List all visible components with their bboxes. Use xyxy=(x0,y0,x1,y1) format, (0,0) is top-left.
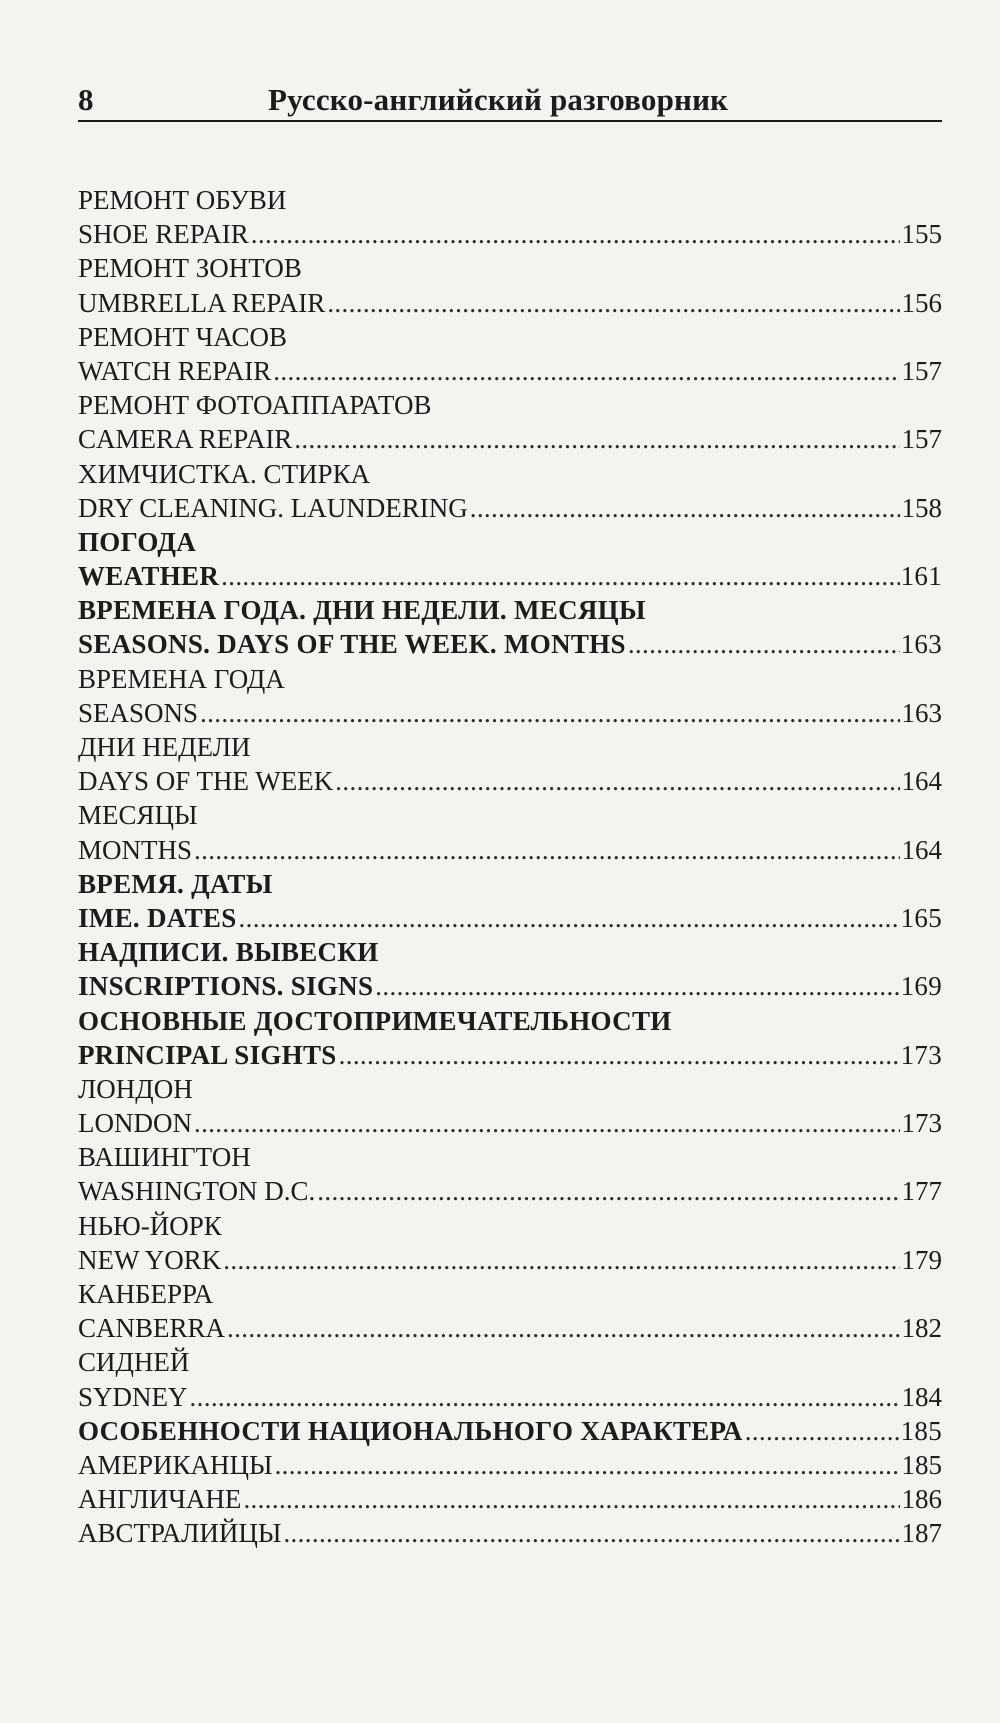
toc-entry-title: СИДНЕЙ xyxy=(78,1347,190,1378)
toc-entry xyxy=(78,696,942,730)
toc-entry xyxy=(78,798,942,832)
toc-entry xyxy=(78,1414,942,1448)
toc-entry-title: CANBERRA xyxy=(78,1313,226,1344)
dot-leader xyxy=(241,1482,900,1516)
toc-entry-page: 173 xyxy=(901,1108,942,1139)
toc-entry xyxy=(78,764,942,798)
toc-entry-page: 163 xyxy=(900,629,942,660)
toc-entry-title: LONDON xyxy=(78,1108,192,1139)
toc-entry-title: ОСОБЕННОСТИ НАЦИОНАЛЬНОГО ХАРАКТЕРА xyxy=(78,1415,743,1446)
toc-entry-title: SEASONS xyxy=(78,697,199,728)
toc-entry-title: МЕСЯЦЫ xyxy=(78,800,198,831)
toc-entry-title: ВРЕМЯ. ДАТЫ xyxy=(78,868,273,899)
toc-entry xyxy=(78,388,942,422)
toc-entry xyxy=(78,627,942,661)
toc-entry-title: РЕМОНТ ОБУВИ xyxy=(78,185,287,215)
toc-entry-title: CAMERA REPAIR xyxy=(78,424,293,455)
dot-leader xyxy=(273,1448,900,1482)
toc-entry-title: UMBRELLA REPAIR xyxy=(78,287,326,318)
toc-entry xyxy=(78,1072,942,1106)
dot-leader xyxy=(333,764,900,798)
toc-entry-title: SYDNEY xyxy=(78,1381,188,1412)
toc-entry-title: IME. DATES xyxy=(78,902,237,933)
toc-entry xyxy=(78,593,942,627)
book-page xyxy=(78,0,942,1723)
toc-entry-title: SHOE REPAIR xyxy=(78,219,249,250)
toc-entry-title: АНГЛИЧАНЕ xyxy=(78,1484,242,1515)
toc-entry-page: 169 xyxy=(900,971,942,1002)
toc-entry xyxy=(78,1482,942,1516)
toc-entry-page: 164 xyxy=(901,766,942,797)
dot-leader xyxy=(373,969,900,1003)
toc-entry xyxy=(78,354,942,388)
dot-leader xyxy=(192,833,900,867)
toc-entry-page: 185 xyxy=(901,1449,942,1480)
toc-entry xyxy=(78,1004,942,1038)
dot-leader xyxy=(743,1414,900,1448)
toc-entry-title: MONTHS xyxy=(78,834,193,865)
toc-entry-title: PRINCIPAL SIGHTS xyxy=(78,1039,337,1070)
toc-entry-title: РЕМОНТ ФОТОАППАРАТОВ xyxy=(78,390,432,421)
toc-entry-title: ХИМЧИСТКА. СТИРКА xyxy=(78,458,371,489)
toc-entry-title: НАДПИСИ. ВЫВЕСКИ xyxy=(78,937,379,968)
toc-entry-title: АМЕРИКАНЦЫ xyxy=(78,1449,273,1480)
dot-leader xyxy=(271,354,900,388)
toc-entry-title: INSCRIPTIONS. SIGNS xyxy=(78,971,374,1002)
toc-entry xyxy=(78,183,942,217)
toc-entry-title: ВРЕМЕНА ГОДА. ДНИ НЕДЕЛИ. МЕСЯЦЫ xyxy=(78,595,646,626)
toc-entry-page: 158 xyxy=(901,492,942,523)
toc-entry-page: 161 xyxy=(900,561,942,592)
toc-entry-title: ЛОНДОН xyxy=(78,1073,193,1104)
toc-entry-page: 186 xyxy=(901,1484,942,1515)
toc-entry xyxy=(78,1277,942,1311)
toc-entry-page: 185 xyxy=(900,1415,942,1446)
dot-leader xyxy=(219,559,900,593)
dot-leader xyxy=(626,627,900,661)
toc-entry-title: DRY CLEANING. LAUNDERING xyxy=(78,492,468,523)
toc-entry-page: 155 xyxy=(901,219,942,250)
table-of-contents xyxy=(78,183,942,1551)
toc-entry-page: 187 xyxy=(901,1518,942,1549)
toc-entry xyxy=(78,559,942,593)
toc-entry-title: АВСТРАЛИЙЦЫ xyxy=(78,1518,282,1549)
toc-entry xyxy=(78,457,942,491)
dot-leader xyxy=(198,696,900,730)
toc-entry-title: ДНИ НЕДЕЛИ xyxy=(78,732,251,762)
toc-entry xyxy=(78,833,942,867)
dot-leader xyxy=(337,1038,900,1072)
toc-entry xyxy=(78,1448,942,1482)
dot-leader xyxy=(292,422,900,456)
toc-entry xyxy=(78,935,942,969)
toc-entry xyxy=(78,730,942,764)
toc-entry xyxy=(78,217,942,251)
toc-entry-title: РЕМОНТ ЗОНТОВ xyxy=(78,253,302,284)
toc-entry-title: WASHINGTON D.C. xyxy=(78,1176,316,1207)
toc-entry-page: 164 xyxy=(901,834,942,865)
toc-entry-page: 177 xyxy=(901,1176,942,1207)
toc-entry-title: SEASONS. DAYS OF THE WEEK. MONTHS xyxy=(78,629,626,660)
toc-entry-page: 173 xyxy=(900,1039,942,1070)
dot-leader xyxy=(192,1106,900,1140)
running-title: Русско-английский разговорник xyxy=(268,82,729,117)
page-header xyxy=(78,80,942,122)
dot-leader xyxy=(188,1380,900,1414)
dot-leader xyxy=(325,286,900,320)
toc-entry-page: 179 xyxy=(901,1244,942,1275)
toc-entry-page: 157 xyxy=(901,424,942,455)
toc-entry-title: DAYS OF THE WEEK xyxy=(78,766,334,797)
toc-entry xyxy=(78,901,942,935)
toc-entry-page: 184 xyxy=(901,1381,942,1412)
toc-entry xyxy=(78,867,942,901)
toc-entry xyxy=(78,422,942,456)
toc-entry-page: 156 xyxy=(901,287,942,318)
toc-entry-title: ВАШИНГТОН xyxy=(78,1142,251,1173)
toc-entry xyxy=(78,969,942,1003)
toc-entry-title: ПОГОДА xyxy=(78,526,197,557)
toc-entry-title: WATCH REPAIR xyxy=(78,355,272,386)
toc-entry xyxy=(78,1038,942,1072)
toc-entry-title: ОСНОВНЫЕ ДОСТОПРИМЕЧАТЕЛЬНОСТИ xyxy=(78,1005,672,1036)
toc-entry xyxy=(78,1311,942,1345)
toc-entry xyxy=(78,1140,942,1174)
toc-entry xyxy=(78,525,942,559)
toc-entry-title: РЕМОНТ ЧАСОВ xyxy=(78,321,287,352)
toc-entry-page: 182 xyxy=(901,1313,942,1344)
toc-entry-title: КАНБЕРРА xyxy=(78,1279,214,1309)
toc-entry xyxy=(78,320,942,354)
dot-leader xyxy=(281,1516,900,1550)
toc-entry-page: 157 xyxy=(901,355,942,386)
dot-leader xyxy=(221,1243,900,1277)
toc-entry-page: 163 xyxy=(901,697,942,728)
page-number: 8 xyxy=(78,82,94,117)
dot-leader xyxy=(249,217,900,251)
toc-entry-title: WEATHER xyxy=(78,561,220,592)
toc-entry xyxy=(78,1243,942,1277)
toc-entry-title: NEW YORK xyxy=(78,1244,222,1275)
toc-entry xyxy=(78,1106,942,1140)
toc-entry xyxy=(78,286,942,320)
toc-entry xyxy=(78,491,942,525)
dot-leader xyxy=(468,491,900,525)
toc-entry-title: ВРЕМЕНА ГОДА xyxy=(78,663,285,694)
dot-leader xyxy=(315,1174,900,1208)
toc-entry xyxy=(78,1209,942,1243)
toc-entry xyxy=(78,1174,942,1208)
dot-leader xyxy=(225,1311,900,1345)
toc-entry-title: НЬЮ-ЙОРК xyxy=(78,1210,222,1241)
toc-entry xyxy=(78,1345,942,1379)
toc-entry xyxy=(78,1516,942,1550)
toc-entry xyxy=(78,251,942,285)
toc-entry xyxy=(78,1380,942,1414)
dot-leader xyxy=(237,901,900,935)
toc-entry-page: 165 xyxy=(900,902,942,933)
toc-entry xyxy=(78,662,942,696)
